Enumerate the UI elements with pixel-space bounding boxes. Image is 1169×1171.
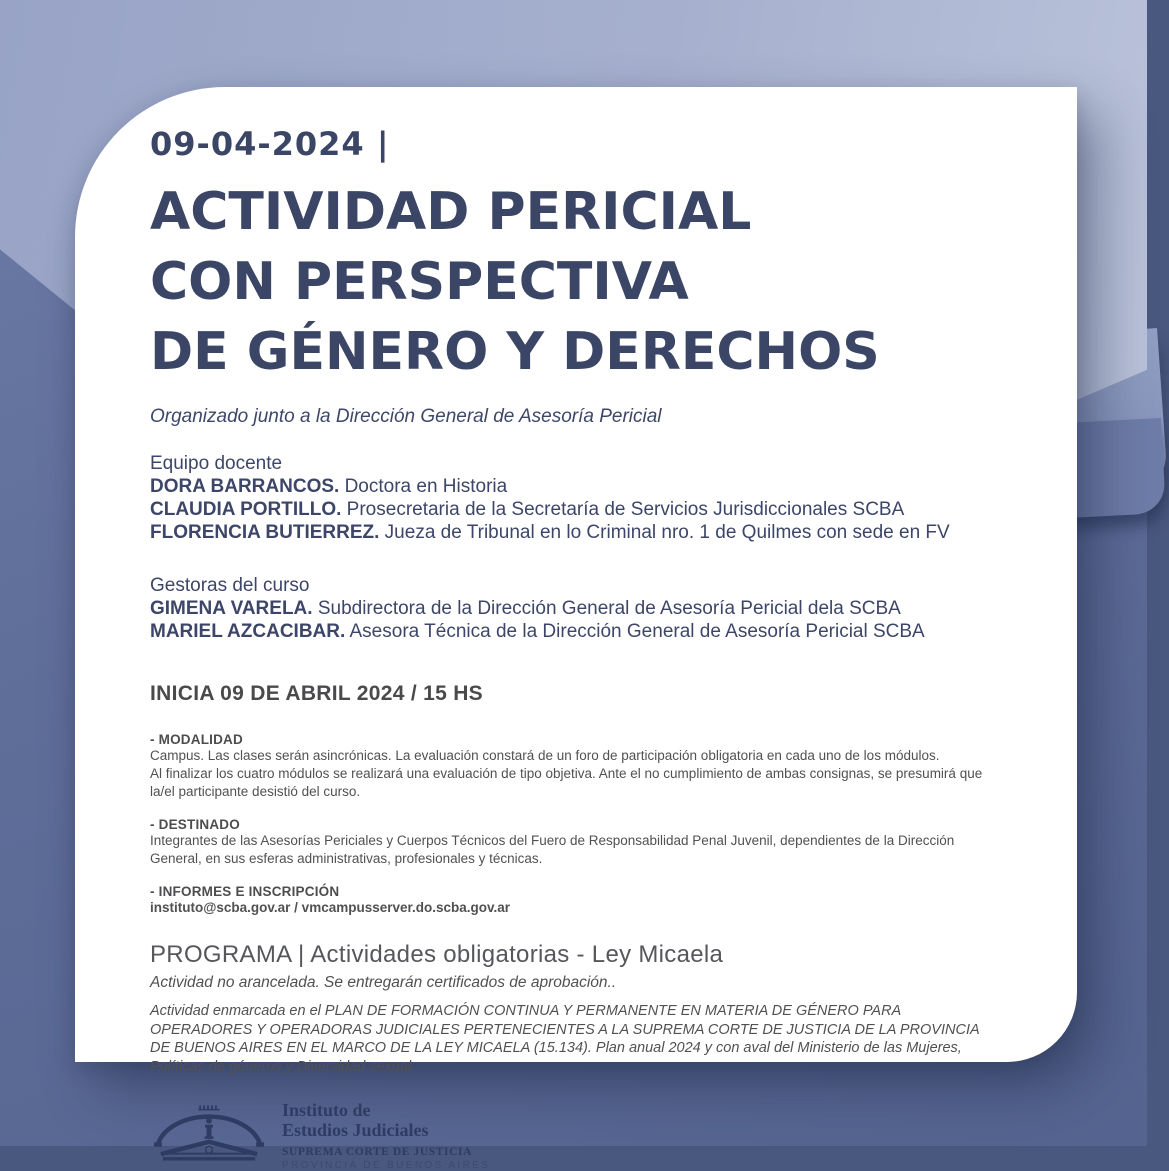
logo-line-4: PROVINCIA DE BUENOS AIRES <box>282 1160 491 1171</box>
institution-logo <box>150 1100 1002 1171</box>
member-role: Subdirectora de la Dirección General de Asesoría Pericial dela SCBA <box>312 598 901 619</box>
course-manager <box>150 620 1002 643</box>
informes-label: - INFORMES E INSCRIPCIÓN <box>150 884 340 899</box>
logo-line-2: Estudios Judiciales <box>282 1120 429 1140</box>
programa-heading: PROGRAMA | Actividades obligatorias - Ley Micaela <box>150 941 724 968</box>
flyer-card <box>75 87 1077 1171</box>
modalidad-section <box>150 732 1002 801</box>
modalidad-label: - MODALIDAD <box>150 732 243 747</box>
event-title-line-2: CON PERSPECTIVA <box>150 252 689 312</box>
teaching-team-heading: Equipo docente <box>150 453 283 474</box>
member-name: MARIEL AZCACIBAR. <box>150 621 346 642</box>
member-name: CLAUDIA PORTILLO. <box>150 499 342 520</box>
member-role: Doctora en Historia <box>339 476 508 497</box>
member-role: Prosecretaria de la Secretaría de Servicios Jurisdiccionales SCBA <box>341 499 905 520</box>
event-title-line-1: ACTIVIDAD PERICIAL <box>150 182 752 242</box>
teaching-team-member <box>150 521 1002 544</box>
teaching-team-member <box>150 498 1002 521</box>
legal-fineprint: Actividad enmarcada en el PLAN DE FORMACIÓN CONTINUA Y PERMANENTE EN MATERIA DE GÉNERO PARA OPERADORES Y OPERADORAS JUDICIALES PERTENECIENTES A LA SUPREMA CORTE DE JUSTICIA DE LA PROVINCIA DE BUENOS AIRES EN EL MARCO DE LA LEY MICAELA (15.134). Plan anual 2024 y con aval del Ministerio de las Mujeres, Políticas de géneros y Diversidad sexual. <box>150 1003 980 1075</box>
informes-section <box>150 884 1002 917</box>
event-title <box>150 177 1002 387</box>
logo-line-3: SUPREMA CORTE DE JUSTICIA <box>282 1146 472 1158</box>
logo-line-1: Instituto de <box>282 1100 371 1120</box>
course-manager <box>150 597 1002 620</box>
modalidad-text-1: Campus. Las clases serán asincrónicas. La evaluación constará de un foro de participación obligatoria en cada uno de los módulos. <box>150 748 940 763</box>
teaching-team-block <box>150 452 1002 544</box>
modalidad-text-2: Al finalizar los cuatro módulos se realizará una evaluación de tipo objetiva. Ante el no cumplimiento de ambas consignas, se presumirá que la/el participante desistió del curso. <box>150 766 983 799</box>
arancelada-note: Actividad no arancelada. Se entregarán certificados de aprobación.. <box>150 974 617 991</box>
institution-logo-text <box>282 1100 490 1171</box>
event-date: 09-04-2024 | <box>150 125 390 163</box>
destinado-text: Integrantes de las Asesorías Periciales y Cuerpos Técnicos del Fuero de Responsabilidad Penal Juvenil, dependientes de la Dirección General, en sus esferas administrativas, profesionales y técnicas. <box>150 833 955 866</box>
member-name: GIMENA VARELA. <box>150 598 313 619</box>
destinado-section <box>150 817 1002 868</box>
member-name: FLORENCIA BUTIERREZ. <box>150 522 380 543</box>
event-subtitle: Organizado junto a la Dirección General de Asesoría Pericial <box>150 406 662 427</box>
destinado-label: - DESTINADO <box>150 817 240 832</box>
member-role: Asesora Técnica de la Dirección General de Asesoría Pericial SCBA <box>345 621 925 642</box>
course-managers-block <box>150 574 1002 643</box>
start-date-line: INICIA 09 DE ABRIL 2024 / 15 HS <box>150 682 483 705</box>
teaching-team-member <box>150 475 1002 498</box>
course-managers-heading: Gestoras del curso <box>150 575 310 596</box>
informes-contact: instituto@scba.gov.ar / vmcampusserver.do.scba.gov.ar <box>150 900 511 915</box>
courthouse-dome-icon <box>150 1105 268 1166</box>
flyer-card-content <box>75 87 1077 1171</box>
event-title-line-3: DE GÉNERO Y DERECHOS <box>150 322 880 382</box>
member-role: Jueza de Tribunal en lo Criminal nro. 1 de Quilmes con sede en FV <box>379 522 950 543</box>
member-name: DORA BARRANCOS. <box>150 476 340 497</box>
